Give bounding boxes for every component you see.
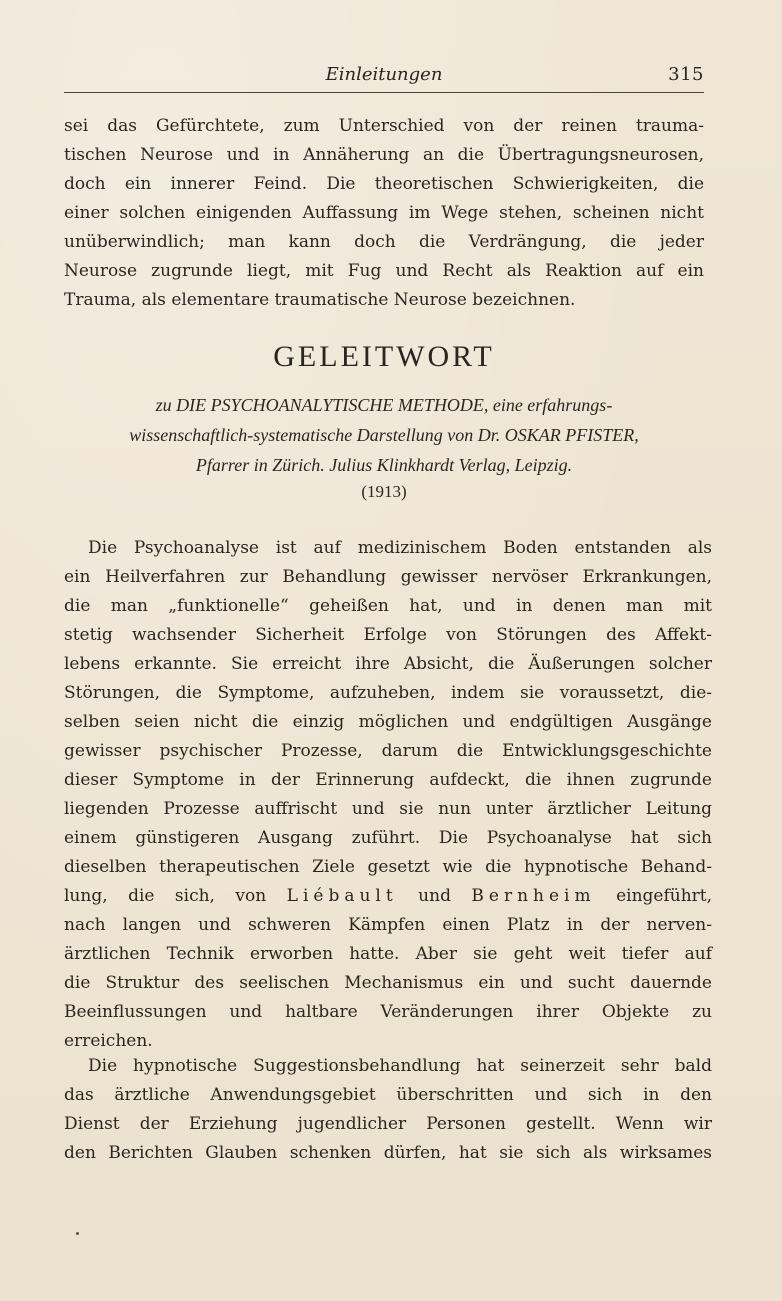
text-line: ärztlichen Technik erworben hatte. Aber sie geht weit tiefer auf — [64, 944, 712, 964]
text-fragment: eingeführt, — [616, 886, 713, 906]
text-line: Störungen, die Symptome, aufzuheben, indem sie voraussetzt, die- — [64, 683, 712, 703]
text-line: die Struktur des seelischen Mechanismus ein und sucht dauernde — [64, 973, 712, 993]
text-line: erreichen. — [64, 1031, 153, 1051]
text-line: Trauma, als elementare traumatische Neurose bezeichnen. — [64, 290, 576, 310]
text-line: dieser Symptome in der Erinnerung aufdeckt, die ihnen zugrunde — [64, 770, 712, 790]
text-line: ein Heilverfahren zur Behandlung gewisser nervöser Erkrankungen, — [64, 567, 712, 587]
subheading-line: zu DIE PSYCHOANALYTISCHE METHODE, eine erfahrungs- — [155, 395, 613, 415]
text-line: gewisser psychischer Prozesse, darum die Entwicklungsgeschichte — [64, 741, 712, 761]
text-line: Neurose zugrunde liegt, mit Fug und Recht als Reaktion auf ein — [64, 261, 704, 281]
text-line: doch ein innerer Feind. Die theoretischen Schwierigkeiten, die — [64, 174, 704, 194]
text-line: das ärztliche Anwendungsgebiet überschritten und sich in den — [64, 1085, 712, 1105]
running-title: Einleitungen — [325, 64, 443, 85]
intro-paragraph — [64, 112, 704, 315]
text-line: sei das Gefürchtete, zum Unterschied von der reinen trauma- — [64, 116, 704, 136]
subheading-line: wissenschaftlich-systematische Darstellung von Dr. OSKAR PFISTER, — [129, 425, 639, 445]
text-line: Beeinflussungen und haltbare Veränderungen ihrer Objekte zu — [64, 1002, 712, 1022]
text-fragment: und — [418, 886, 451, 906]
text-line: Dienst der Erziehung jugendlicher Personen gestellt. Wenn wir — [64, 1114, 712, 1134]
text-line — [64, 882, 712, 911]
text-line: selben seien nicht die einzig möglichen und endgültigen Ausgänge — [64, 712, 712, 732]
author-name-bernheim: Bernheim — [471, 886, 596, 906]
author-name-liebault: Liébault — [286, 886, 398, 906]
text-line: die man „funktionelle“ geheißen hat, und in denen man mit — [64, 596, 712, 616]
text-line: stetig wachsender Sicherheit Erfolge von Störungen des Affekt- — [64, 625, 712, 645]
text-line: tischen Neurose und in Annäherung an die Übertragungsneurosen, — [64, 145, 704, 165]
text-fragment: lung, die sich, von — [64, 886, 267, 906]
text-line: unüberwindlich; man kann doch die Verdrängung, die jeder — [64, 232, 704, 252]
text-line: Die hypnotische Suggestionsbehandlung hat seinerzeit sehr bald — [88, 1056, 712, 1076]
text-line: dieselben therapeutischen Ziele gesetzt wie die hypnotische Behand- — [64, 857, 712, 877]
section-year: (1913) — [361, 482, 407, 501]
ink-dot — [76, 1232, 79, 1235]
subheading-line: Pfarrer in Zürich. Julius Klinkhardt Verlag, Leipzig. — [195, 455, 573, 475]
text-line: lebens erkannte. Sie erreicht ihre Absicht, die Äußerungen solcher — [64, 654, 712, 674]
body-paragraph-2 — [64, 1052, 712, 1168]
text-line: einem günstigeren Ausgang zuführt. Die Psychoanalyse hat sich — [64, 828, 712, 848]
body-paragraph-1 — [64, 534, 712, 1056]
section-heading: GELEITWORT — [273, 340, 495, 373]
text-line: den Berichten Glauben schenken dürfen, hat sie sich als wirksames — [64, 1143, 712, 1163]
page-number: 315 — [668, 64, 704, 85]
text-line: einer solchen einigenden Auffassung im Wege stehen, scheinen nicht — [64, 203, 704, 223]
text-line: Die Psychoanalyse ist auf medizinischem Boden entstanden als — [88, 538, 712, 558]
running-header — [64, 62, 704, 93]
section-subheading — [64, 390, 704, 480]
text-line: liegenden Prozesse auffrischt und sie nun unter ärztlicher Leitung — [64, 799, 712, 819]
text-line: nach langen und schweren Kämpfen einen Platz in der nerven- — [64, 915, 712, 935]
